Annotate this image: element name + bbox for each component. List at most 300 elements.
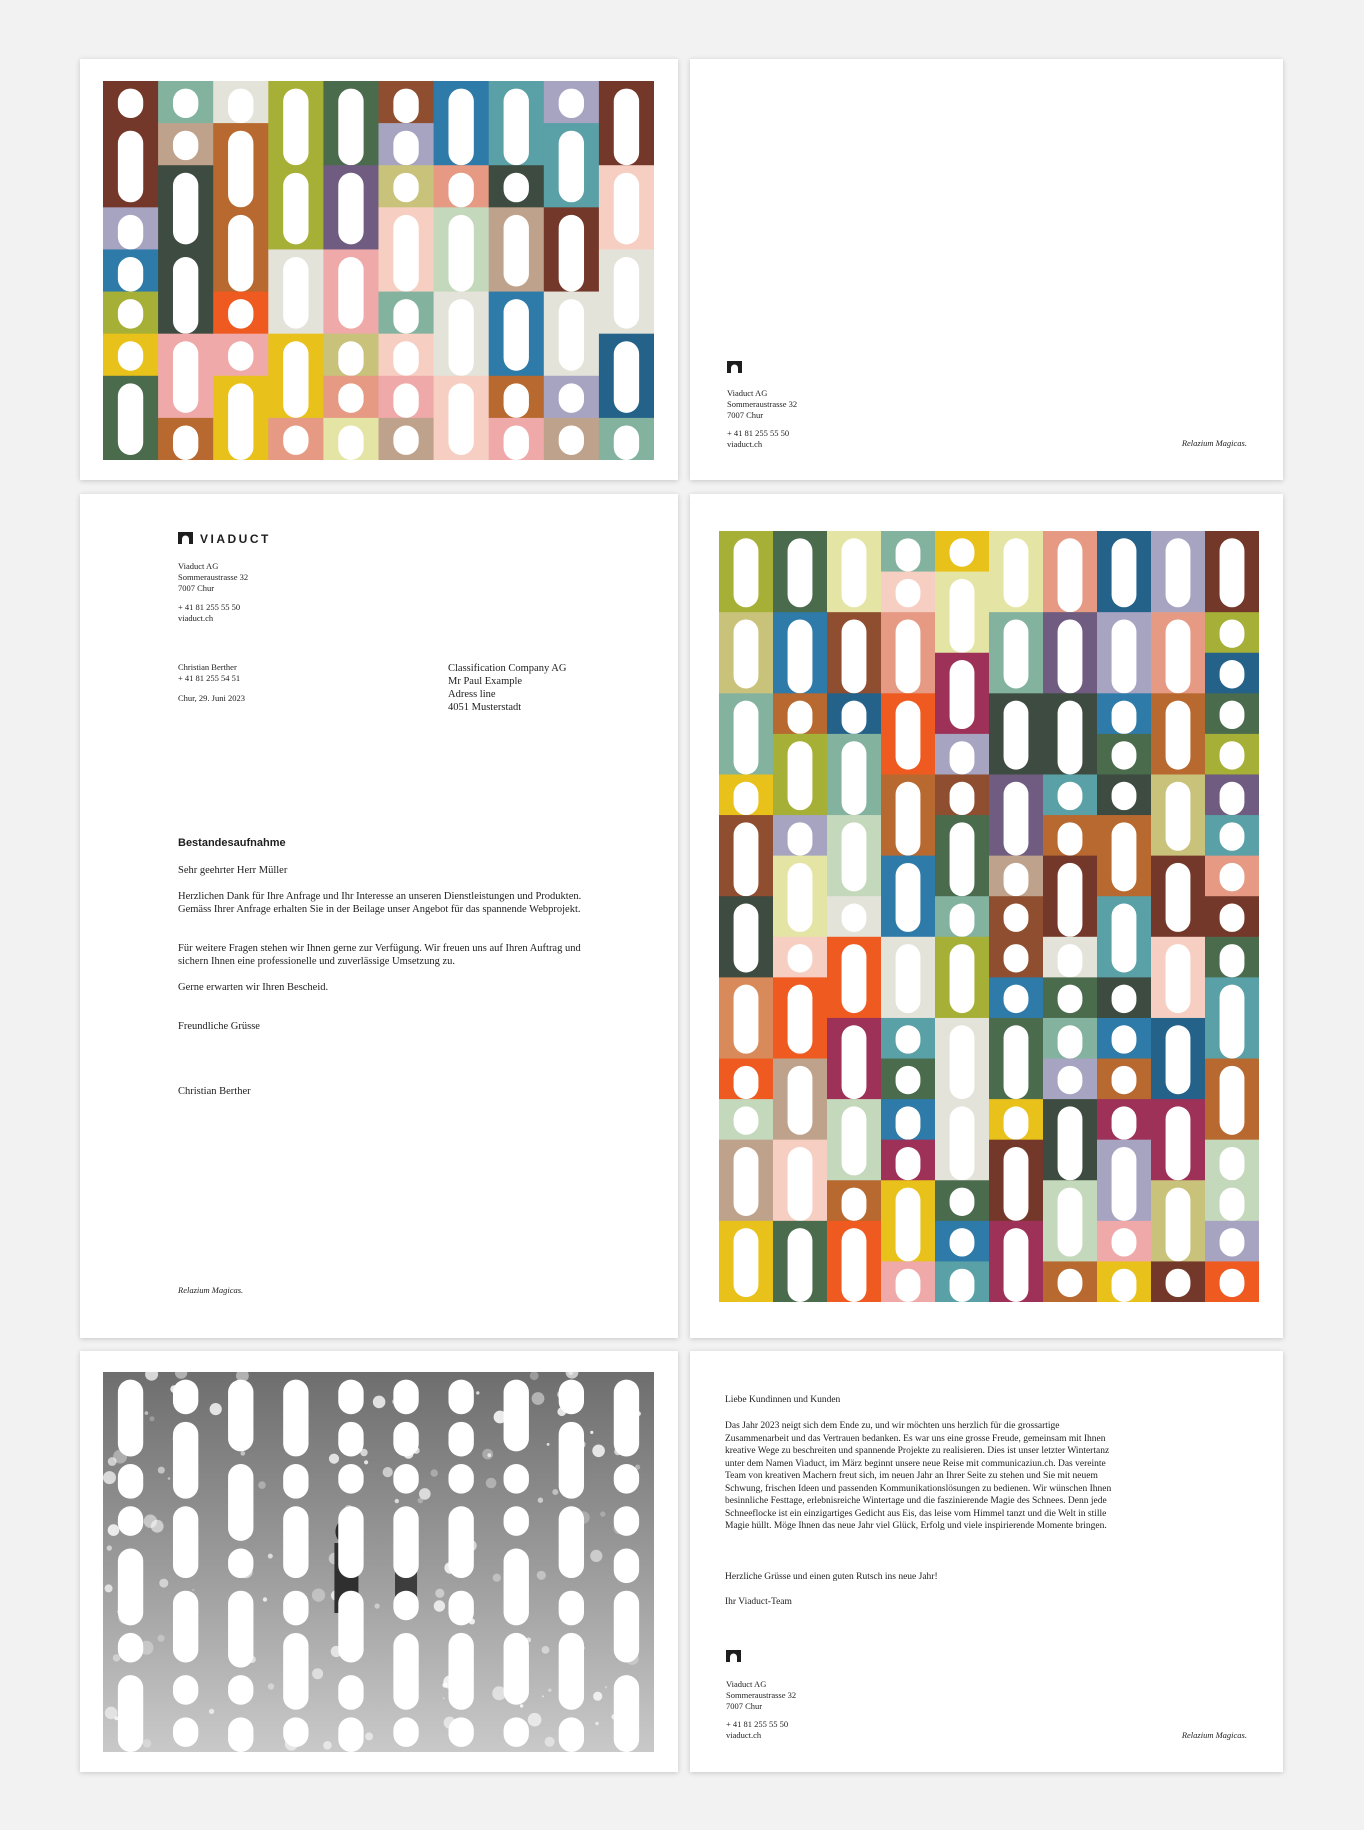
arch-opening	[173, 1675, 198, 1705]
arch-opening	[393, 131, 418, 165]
arch-opening	[1166, 1025, 1191, 1094]
arch-opening	[614, 1506, 639, 1536]
arch-opening	[614, 1548, 639, 1583]
arch-opening	[559, 215, 584, 292]
snowflake	[593, 1692, 602, 1701]
arch-opening	[173, 173, 198, 245]
arch-opening	[1004, 904, 1029, 932]
arch-opening	[283, 89, 308, 166]
arch-opening	[338, 1380, 363, 1415]
arch-opening	[559, 1380, 584, 1415]
arch-opening	[448, 1506, 473, 1578]
arch-opening	[896, 1147, 921, 1180]
snowflake	[263, 1597, 267, 1601]
arch-opening	[228, 1380, 253, 1452]
arch-opening	[1004, 538, 1029, 607]
arch-opening	[1112, 1025, 1137, 1053]
viaduct-arch-icon	[727, 361, 742, 373]
arch-opening	[228, 1591, 253, 1668]
snowflake	[364, 1460, 368, 1464]
arch-opening	[228, 1717, 253, 1752]
arch-opening	[896, 619, 921, 693]
arch-opening	[228, 299, 253, 328]
snowflake	[312, 1589, 325, 1602]
sender-city: 7007 Chur	[726, 1701, 763, 1711]
arch-opening	[393, 383, 418, 417]
arch-opening	[1112, 538, 1137, 607]
arch-opening	[1004, 985, 1029, 1013]
arch-opening	[393, 1717, 418, 1747]
arch-opening	[504, 1380, 529, 1452]
arch-opening	[1004, 619, 1029, 688]
arch-opening	[504, 383, 529, 418]
arch-opening	[1220, 863, 1245, 891]
arch-opening	[1220, 782, 1245, 815]
arch-opening	[448, 1591, 473, 1626]
sender-web: viaduct.ch	[727, 439, 763, 449]
arch-opening	[1166, 1188, 1191, 1262]
greeting-card-back	[690, 1351, 1283, 1772]
arch-opening	[338, 1591, 363, 1663]
letter-paragraph-1: Herzlichen Dank für Ihre Anfrage und Ihr Interesse an unseren Dienstleistungen und Produkten. Gemäss Ihrer Anfrage erhalten Sie in der Beilage unser Angebot für das spannende Webprojekt.	[178, 891, 582, 915]
arch-opening	[734, 701, 759, 775]
arch-opening	[393, 1380, 418, 1415]
arch-opening	[338, 1464, 363, 1494]
letter-salutation: Sehr geehrter Herr Müller	[178, 865, 288, 876]
arch-opening	[950, 579, 975, 653]
viaduct-arch-icon	[178, 532, 193, 544]
arch-opening	[842, 619, 867, 693]
snowflake	[113, 1654, 120, 1661]
arch-opening	[1220, 1066, 1245, 1135]
snowflake	[158, 1467, 165, 1474]
arch-opening	[504, 173, 529, 202]
snowflake	[268, 1683, 274, 1689]
arch-opening	[1112, 1106, 1137, 1139]
arch-opening	[118, 1633, 143, 1663]
recipient-line-4: 4051 Musterstadt	[448, 702, 522, 713]
arch-opening	[734, 1106, 759, 1134]
snowflake	[600, 1511, 605, 1516]
arch-opening	[614, 1380, 639, 1457]
arch-opening	[393, 341, 418, 375]
arch-opening	[283, 1591, 308, 1626]
arch-opening	[1058, 863, 1083, 937]
arch-opening	[734, 904, 759, 973]
snowflake	[105, 1584, 113, 1592]
arch-opening	[1058, 1066, 1083, 1094]
snowflake	[395, 1499, 399, 1503]
arch-opening	[614, 89, 639, 166]
arch-opening	[448, 215, 473, 292]
arch-opening	[228, 89, 253, 124]
arch-opening	[614, 1675, 639, 1752]
arch-opening	[559, 1422, 584, 1499]
arch-pattern	[719, 531, 1259, 1302]
arch-opening	[338, 341, 363, 376]
snowflake	[552, 1489, 558, 1495]
tagline: Relazium Magicas.	[1181, 438, 1247, 448]
arch-opening	[559, 1506, 584, 1578]
tagline: Relazium Magicas.	[178, 1285, 244, 1295]
snowflake	[323, 1741, 332, 1750]
arch-opening	[1166, 782, 1191, 851]
arch-opening	[338, 383, 363, 412]
arch-opening	[173, 1591, 198, 1663]
card-front-pattern	[80, 59, 678, 480]
snow-photo-pattern	[103, 1372, 654, 1752]
arch-opening	[1112, 741, 1137, 769]
arch-opening	[1112, 619, 1137, 693]
arch-opening	[1112, 701, 1137, 734]
arch-opening	[228, 215, 253, 292]
arch-opening	[448, 1633, 473, 1710]
arch-opening	[1220, 822, 1245, 850]
arch-opening	[1220, 660, 1245, 688]
viaduct-arch-icon	[726, 1650, 741, 1662]
arch-opening	[173, 257, 198, 334]
snowflake	[419, 1488, 431, 1500]
arch-opening	[788, 701, 813, 734]
snowflake	[434, 1600, 445, 1611]
arch-opening	[1166, 944, 1191, 1013]
arch-opening	[788, 985, 813, 1054]
arch-opening	[1112, 1066, 1137, 1094]
arch-opening	[559, 383, 584, 412]
snowflake	[486, 1478, 497, 1489]
arch-opening	[950, 944, 975, 1013]
arch-opening	[788, 1066, 813, 1135]
arch-opening	[504, 299, 529, 371]
snowflake	[592, 1445, 605, 1458]
arch-opening	[896, 1025, 921, 1053]
arch-opening	[788, 1228, 813, 1302]
arch-opening	[173, 1422, 198, 1499]
arch-opening	[173, 131, 198, 160]
arch-opening	[338, 173, 363, 245]
arch-opening	[118, 1506, 143, 1536]
arch-opening	[1220, 619, 1245, 647]
snowflake	[157, 1635, 164, 1642]
snowflake	[537, 1571, 546, 1580]
snowflake	[365, 1732, 373, 1740]
arch-opening	[1220, 538, 1245, 607]
snowflake	[107, 1545, 112, 1550]
arch-opening	[118, 89, 143, 118]
arch-opening	[504, 1506, 529, 1536]
arch-opening	[448, 1717, 473, 1747]
arch-opening	[448, 1380, 473, 1415]
snowflake	[605, 1686, 607, 1688]
arch-opening	[1004, 701, 1029, 770]
recipient-line-1: Classification Company AG	[448, 663, 567, 674]
arch-opening	[1004, 863, 1029, 896]
arch-opening	[1058, 985, 1083, 1013]
snowflake	[144, 1515, 157, 1528]
arch-opening	[734, 1147, 759, 1216]
arch-opening	[1220, 1269, 1245, 1297]
arch-opening	[614, 1591, 639, 1663]
arch-opening	[1112, 1228, 1137, 1256]
arch-opening	[1058, 1025, 1083, 1058]
arch-opening	[1112, 782, 1137, 810]
arch-opening	[393, 1633, 418, 1710]
arch-opening	[118, 383, 143, 455]
arch-opening	[338, 1717, 363, 1752]
arch-opening	[338, 425, 363, 460]
snowflake	[520, 1704, 523, 1707]
arch-opening	[393, 173, 418, 202]
arch-opening	[283, 1506, 308, 1578]
card-front-photo	[80, 1351, 678, 1772]
snowflake	[538, 1498, 543, 1503]
arch-opening	[788, 619, 813, 693]
snowflake	[435, 1589, 444, 1598]
arch-opening	[448, 173, 473, 208]
card-signoff: Ihr Viaduct-Team	[725, 1597, 792, 1607]
arch-opening	[842, 701, 867, 734]
arch-opening	[950, 1106, 975, 1180]
arch-opening	[842, 538, 867, 607]
snowflake	[375, 1604, 380, 1609]
snowflake	[159, 1579, 168, 1588]
letter-subject: Bestandesaufnahme	[178, 837, 286, 849]
arch-opening	[614, 257, 639, 329]
arch-opening	[734, 619, 759, 688]
arch-opening	[173, 1380, 198, 1415]
arch-opening	[448, 89, 473, 166]
arch-opening	[950, 538, 975, 566]
arch-opening	[448, 383, 473, 455]
arch-opening	[393, 1591, 418, 1621]
arch-opening	[950, 1025, 975, 1099]
snowflake	[114, 1716, 118, 1720]
arch-opening	[1004, 1106, 1029, 1139]
arch-opening	[1004, 1228, 1029, 1302]
arch-opening	[1220, 701, 1245, 729]
arch-opening	[950, 1188, 975, 1216]
arch-opening	[788, 822, 813, 855]
arch-opening	[1058, 944, 1083, 977]
arch-opening	[842, 1188, 867, 1221]
arch-opening	[896, 1066, 921, 1094]
arch-opening	[1112, 822, 1137, 891]
arch-opening	[118, 215, 143, 250]
arch-opening	[393, 1464, 418, 1494]
arch-opening	[734, 538, 759, 607]
arch-opening	[1166, 863, 1191, 932]
arch-opening	[118, 1548, 143, 1625]
arch-opening	[504, 425, 529, 460]
arch-opening	[842, 944, 867, 1013]
arch-opening	[504, 1633, 529, 1705]
sender-phone: + 41 81 255 55 50	[726, 1719, 789, 1729]
arch-opening	[1058, 822, 1083, 855]
arch-opening	[504, 1464, 529, 1494]
snowflake	[145, 1411, 149, 1415]
arch-opening	[338, 257, 363, 329]
snowflake	[241, 1451, 246, 1456]
arch-opening	[1220, 1228, 1245, 1256]
arch-opening	[393, 89, 418, 123]
arch-opening	[393, 425, 418, 454]
card-greeting: Liebe Kundinnen und Kunden	[725, 1395, 841, 1405]
letter-date: Chur, 29. Juni 2023	[178, 693, 245, 703]
arch-opening	[614, 1464, 639, 1494]
arch-opening	[173, 425, 198, 460]
arch-opening	[842, 1025, 867, 1099]
arch-opening	[1058, 701, 1083, 775]
arch-opening	[504, 215, 529, 287]
snowflake	[532, 1392, 545, 1405]
snowflake	[258, 1481, 266, 1489]
snowflake	[443, 1697, 445, 1699]
arch-opening	[1112, 1147, 1137, 1221]
arch-opening	[734, 782, 759, 815]
arch-opening	[338, 89, 363, 166]
recipient-line-3: Adress line	[448, 689, 496, 700]
arch-opening	[842, 741, 867, 815]
arch-opening	[393, 1506, 418, 1578]
snowflake	[192, 1589, 194, 1591]
arch-opening	[228, 1675, 253, 1705]
contact-name: Christian Berther	[178, 662, 237, 672]
sender-phone: + 41 81 255 55 50	[727, 428, 790, 438]
arch-opening	[950, 660, 975, 729]
letter-paragraph-2: Für weitere Fragen stehen wir Ihnen gerne zur Verfügung. Wir freuen uns auf Ihren Auftrag und sichern Ihnen eine professionelle und zuverlässige Umsetzung zu.	[178, 943, 581, 967]
arch-opening	[1004, 944, 1029, 972]
arch-opening	[283, 425, 308, 454]
arch-opening	[950, 822, 975, 896]
arch-opening	[283, 173, 308, 245]
arch-opening	[448, 299, 473, 376]
arch-opening	[1004, 1147, 1029, 1221]
snowflake	[168, 1477, 171, 1480]
arch-opening	[1166, 619, 1191, 693]
arch-opening	[614, 173, 639, 245]
arch-opening	[1112, 1269, 1137, 1302]
arch-opening	[1220, 1188, 1245, 1221]
arch-opening	[1058, 1269, 1083, 1297]
sender-street: Sommeraustrasse 32	[178, 572, 249, 582]
arch-opening	[734, 1228, 759, 1297]
contact-phone: + 41 81 255 54 51	[178, 673, 241, 683]
card-back	[690, 59, 1283, 480]
sender-city: 7007 Chur	[178, 583, 215, 593]
arch-opening	[559, 1633, 584, 1710]
arch-opening	[842, 822, 867, 891]
sender-web: viaduct.ch	[726, 1730, 762, 1740]
arch-opening	[118, 1675, 143, 1752]
arch-opening	[283, 1380, 308, 1457]
arch-opening	[559, 131, 584, 203]
arch-opening	[393, 1422, 418, 1457]
arch-opening	[896, 782, 921, 856]
arch-opening	[1058, 619, 1083, 693]
arch-opening	[1166, 538, 1191, 607]
brand-wordmark: VIADUCT	[200, 532, 271, 546]
arch-opening	[1004, 782, 1029, 856]
arch-opening	[1058, 1188, 1083, 1257]
arch-opening	[1166, 1106, 1191, 1180]
arch-opening	[896, 944, 921, 1013]
arch-opening	[1220, 944, 1245, 977]
snowflake	[103, 1471, 116, 1484]
arch-opening	[1166, 701, 1191, 770]
arch-opening	[173, 89, 198, 118]
arch-opening	[1220, 985, 1245, 1059]
arch-opening	[1112, 985, 1137, 1013]
arch-opening	[788, 1147, 813, 1221]
arch-opening	[118, 1380, 143, 1457]
snowflake	[590, 1431, 593, 1434]
arch-opening	[228, 131, 253, 208]
snowflake	[595, 1722, 598, 1725]
arch-opening	[448, 1464, 473, 1494]
arch-opening	[1112, 904, 1137, 973]
snowflake	[108, 1524, 120, 1536]
arch-opening	[448, 1422, 473, 1457]
arch-opening	[1220, 741, 1245, 769]
letter-closing: Freundliche Grüsse	[178, 1021, 260, 1032]
arch-opening	[1058, 538, 1083, 612]
snowflake	[493, 1574, 501, 1582]
arch-opening	[118, 299, 143, 328]
recipient-line-2: Mr Paul Example	[448, 676, 523, 687]
arch-opening	[559, 299, 584, 371]
snowflake	[542, 1695, 544, 1697]
arch-opening	[228, 383, 253, 460]
tagline: Relazium Magicas.	[1181, 1730, 1247, 1740]
card-body: Das Jahr 2023 neigt sich dem Ende zu, und wir möchten uns herzlich für die grossartige Zusammenarbeit und das Vertrauen bedanken. Es war uns eine grosse Freude, gemeinsam mit Ihnen kreative Wege zu beschreiten und spannende Projekte zu realisieren. Dies ist unser letzter Wintertanz unter dem Namen Viaduct, im März beginnt unsere neue Reise mit communicaziun.ch. Das vereinte Team von kreativen Machern freut sich, im neuen Jahr an Ihrer Seite zu stehen und Sie mit neuem Schwung, frischen Ideen und passenden Kommunikationslösungen zu bedienen. Wir wünschen Ihnen besinnliche Festtage, erlebnisreiche Wintertage und die faszinierende Magie des Schnees. Denn jede Schneeflocke ist ein einzigartiges Gedicht aus Eis, das leise vom Himmel tanzt und die Welt in stille Magie hüllt. Möge Ihnen das neue Jahr viel Glück, Erfolg und viele inspirierende Momente bringen.	[725, 1421, 1112, 1531]
snowflake	[542, 1646, 550, 1654]
letter-paragraph-3: Gerne erwarten wir Ihren Bescheid.	[178, 982, 329, 993]
arch-opening	[559, 425, 584, 454]
snowflake	[482, 1449, 493, 1460]
arch-opening	[896, 1188, 921, 1262]
letter-signature: Christian Berther	[178, 1086, 251, 1097]
arch-opening	[283, 1717, 308, 1747]
snowflake	[383, 1467, 393, 1477]
arch-opening	[896, 1106, 921, 1139]
arch-opening	[896, 579, 921, 607]
arch-opening	[338, 1506, 363, 1578]
arch-opening	[896, 701, 921, 770]
arch-opening	[1166, 1269, 1191, 1297]
arch-opening	[393, 215, 418, 292]
arch-opening	[950, 782, 975, 815]
arch-opening	[504, 89, 529, 166]
arch-opening	[842, 1106, 867, 1175]
arch-opening	[393, 299, 418, 333]
arch-opening	[559, 1717, 584, 1752]
arch-opening	[228, 341, 253, 370]
snowflake	[150, 1416, 155, 1421]
arch-opening	[504, 1717, 529, 1747]
arch-opening	[338, 1422, 363, 1457]
snowflake	[528, 1713, 542, 1727]
arch-opening	[1220, 904, 1245, 932]
arch-opening	[283, 1464, 308, 1499]
snowflake	[373, 1396, 386, 1409]
snowflake	[545, 1737, 555, 1747]
arch-opening	[614, 425, 639, 460]
pattern-sheet	[690, 494, 1283, 1338]
arch-opening	[283, 1633, 308, 1710]
snowflake	[268, 1554, 273, 1559]
arch-opening	[559, 1591, 584, 1626]
snowflake	[312, 1668, 323, 1679]
